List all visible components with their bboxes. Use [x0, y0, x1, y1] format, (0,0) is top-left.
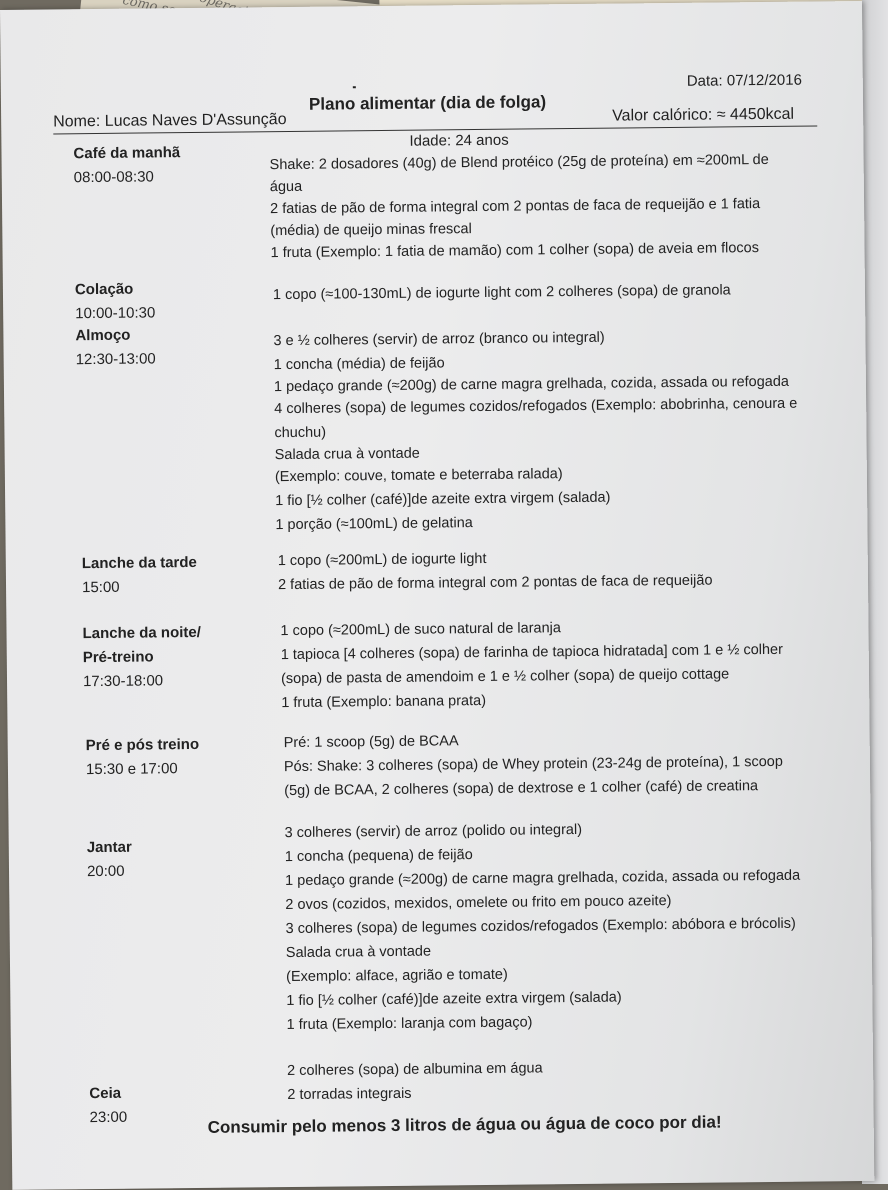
- document-content: [0, 1, 874, 1190]
- meal-line: (Exemplo: alface, agrião e tomate): [286, 966, 508, 986]
- meal-line: 1 porção (≈100mL) de gelatina: [275, 515, 473, 534]
- meal-line: 1 pedaço grande (≈200g) de carne magra grelhada, cozida, assada ou refogada: [285, 867, 801, 890]
- meal-name: Jantar: [86, 838, 132, 857]
- document-date: Data: 07/12/2016: [686, 71, 802, 90]
- meal-line: 2 torradas integrais: [287, 1085, 412, 1104]
- meal-line: 1 fruta (Exemplo: 1 fatia de mamão) com 1 colher (sopa) de aveia em flocos: [270, 240, 760, 262]
- meal-line: (sopa) de pasta de amendoim e 1 e ½ colher (sopa) de queijo cottage: [280, 666, 730, 688]
- meal-line: 1 tapioca [4 colheres (sopa) de farinha de tapioca hidratada] com 1 e ½ colher: [280, 641, 783, 664]
- meal-line: (média) de queijo minas frescal: [270, 221, 472, 240]
- meal-line: (Exemplo: couve, tomate e beterraba ralada): [274, 466, 563, 486]
- meal-line: Pós: Shake: 3 colheres (sopa) de Whey protein (23-24g de proteína), 1 scoop: [283, 753, 783, 776]
- meal-line: Shake: 2 dosadores (40g) de Blend protéico (25g de proteína) em ≈200mL de: [269, 151, 769, 174]
- document-page: [0, 1, 874, 1190]
- meal-line: 3 e ½ colheres (servir) de arroz (branco ou integral): [273, 329, 605, 350]
- meal-line: 1 fruta (Exemplo: laranja com bagaço): [286, 1014, 533, 1034]
- meal-name-line2: Pré-treino: [82, 648, 154, 667]
- meal-line: 3 colheres (servir) de arroz (polido ou integral): [284, 821, 583, 842]
- ink-mark: [353, 86, 356, 88]
- calorie-value: Valor calórico: ≈ 4450kcal: [612, 105, 795, 125]
- patient-name: Nome: Lucas Naves D'Assunção: [53, 111, 287, 131]
- meal-line: (5g) de BCAA, 2 colheres (sopa) de dextrose e 1 colher (café) de creatina: [284, 778, 759, 800]
- meal-name: Lanche da tarde: [81, 553, 197, 573]
- meal-time: 08:00-08:30: [73, 168, 154, 187]
- meal-line: 2 ovos (cozidos, mexidos, omelete ou frito em pouco azeite): [285, 893, 672, 914]
- meal-line: 1 fio [½ colher (café)]de azeite extra virgem (salada): [286, 989, 622, 1010]
- meal-line: Pré: 1 scoop (5g) de BCAA: [283, 733, 459, 752]
- meal-name: Café da manhã: [73, 144, 181, 163]
- meal-line: 1 copo (≈200mL) de suco natural de laranja: [280, 620, 562, 640]
- meal-time: 20:00: [86, 862, 125, 881]
- meal-time: 15:30 e 17:00: [85, 760, 178, 779]
- meal-line: 4 colheres (sopa) de legumes cozidos/refogados (Exemplo: abobrinha, cenoura e: [274, 395, 798, 418]
- meal-line: 1 concha (pequena) de feijão: [284, 847, 473, 866]
- meal-time: 23:00: [89, 1108, 128, 1127]
- meal-time: 17:30-18:00: [82, 672, 164, 691]
- meal-line: água: [269, 178, 303, 196]
- patient-age: Idade: 24 anos: [409, 131, 509, 150]
- meal-name: Almoço: [75, 326, 131, 345]
- meal-name: Lanche da noite/: [82, 623, 201, 643]
- meal-name: Colação: [74, 280, 134, 299]
- meal-line: Salada crua à vontade: [274, 445, 420, 464]
- meal-line: 1 concha (média) de feijão: [273, 355, 445, 374]
- meal-line: 2 fatias de pão de forma integral com 2 pontas de faca de requeijão: [277, 572, 713, 594]
- meal-line: 3 colheres (sopa) de legumes cozidos/refogados (Exemplo: abóbora e brócolis): [285, 915, 796, 938]
- meal-line: 1 copo (≈100-130mL) de iogurte light com 2 colheres (sopa) de granola: [272, 282, 731, 304]
- meal-line: 1 fruta (Exemplo: banana prata): [281, 692, 487, 712]
- meal-line: 2 colheres (sopa) de albumina em água: [287, 1060, 543, 1080]
- meal-line: 1 pedaço grande (≈200g) de carne magra grelhada, cozida, assada ou refogada: [273, 373, 790, 396]
- meal-line: 2 fatias de pão de forma integral com 2 pontas de faca de requeijão e 1 fatia: [270, 196, 761, 218]
- meal-time: 10:00-10:30: [75, 304, 156, 323]
- meal-line: Salada crua à vontade: [285, 943, 432, 962]
- meal-name: Ceia: [89, 1084, 122, 1103]
- meal-time: 12:30-13:00: [75, 350, 156, 369]
- meal-line: chuchu): [274, 424, 327, 442]
- meal-time: 15:00: [81, 578, 120, 597]
- footer-note: Consumir pelo menos 3 litros de água ou água de coco por dia!: [207, 1112, 722, 1137]
- meal-name: Pré e pós treino: [85, 735, 200, 755]
- meal-line: 1 copo (≈200mL) de iogurte light: [277, 550, 487, 570]
- document-title: Plano alimentar (dia de folga): [308, 92, 547, 114]
- meal-line: 1 fio [½ colher (café)]de azeite extra virgem (salada): [275, 489, 611, 510]
